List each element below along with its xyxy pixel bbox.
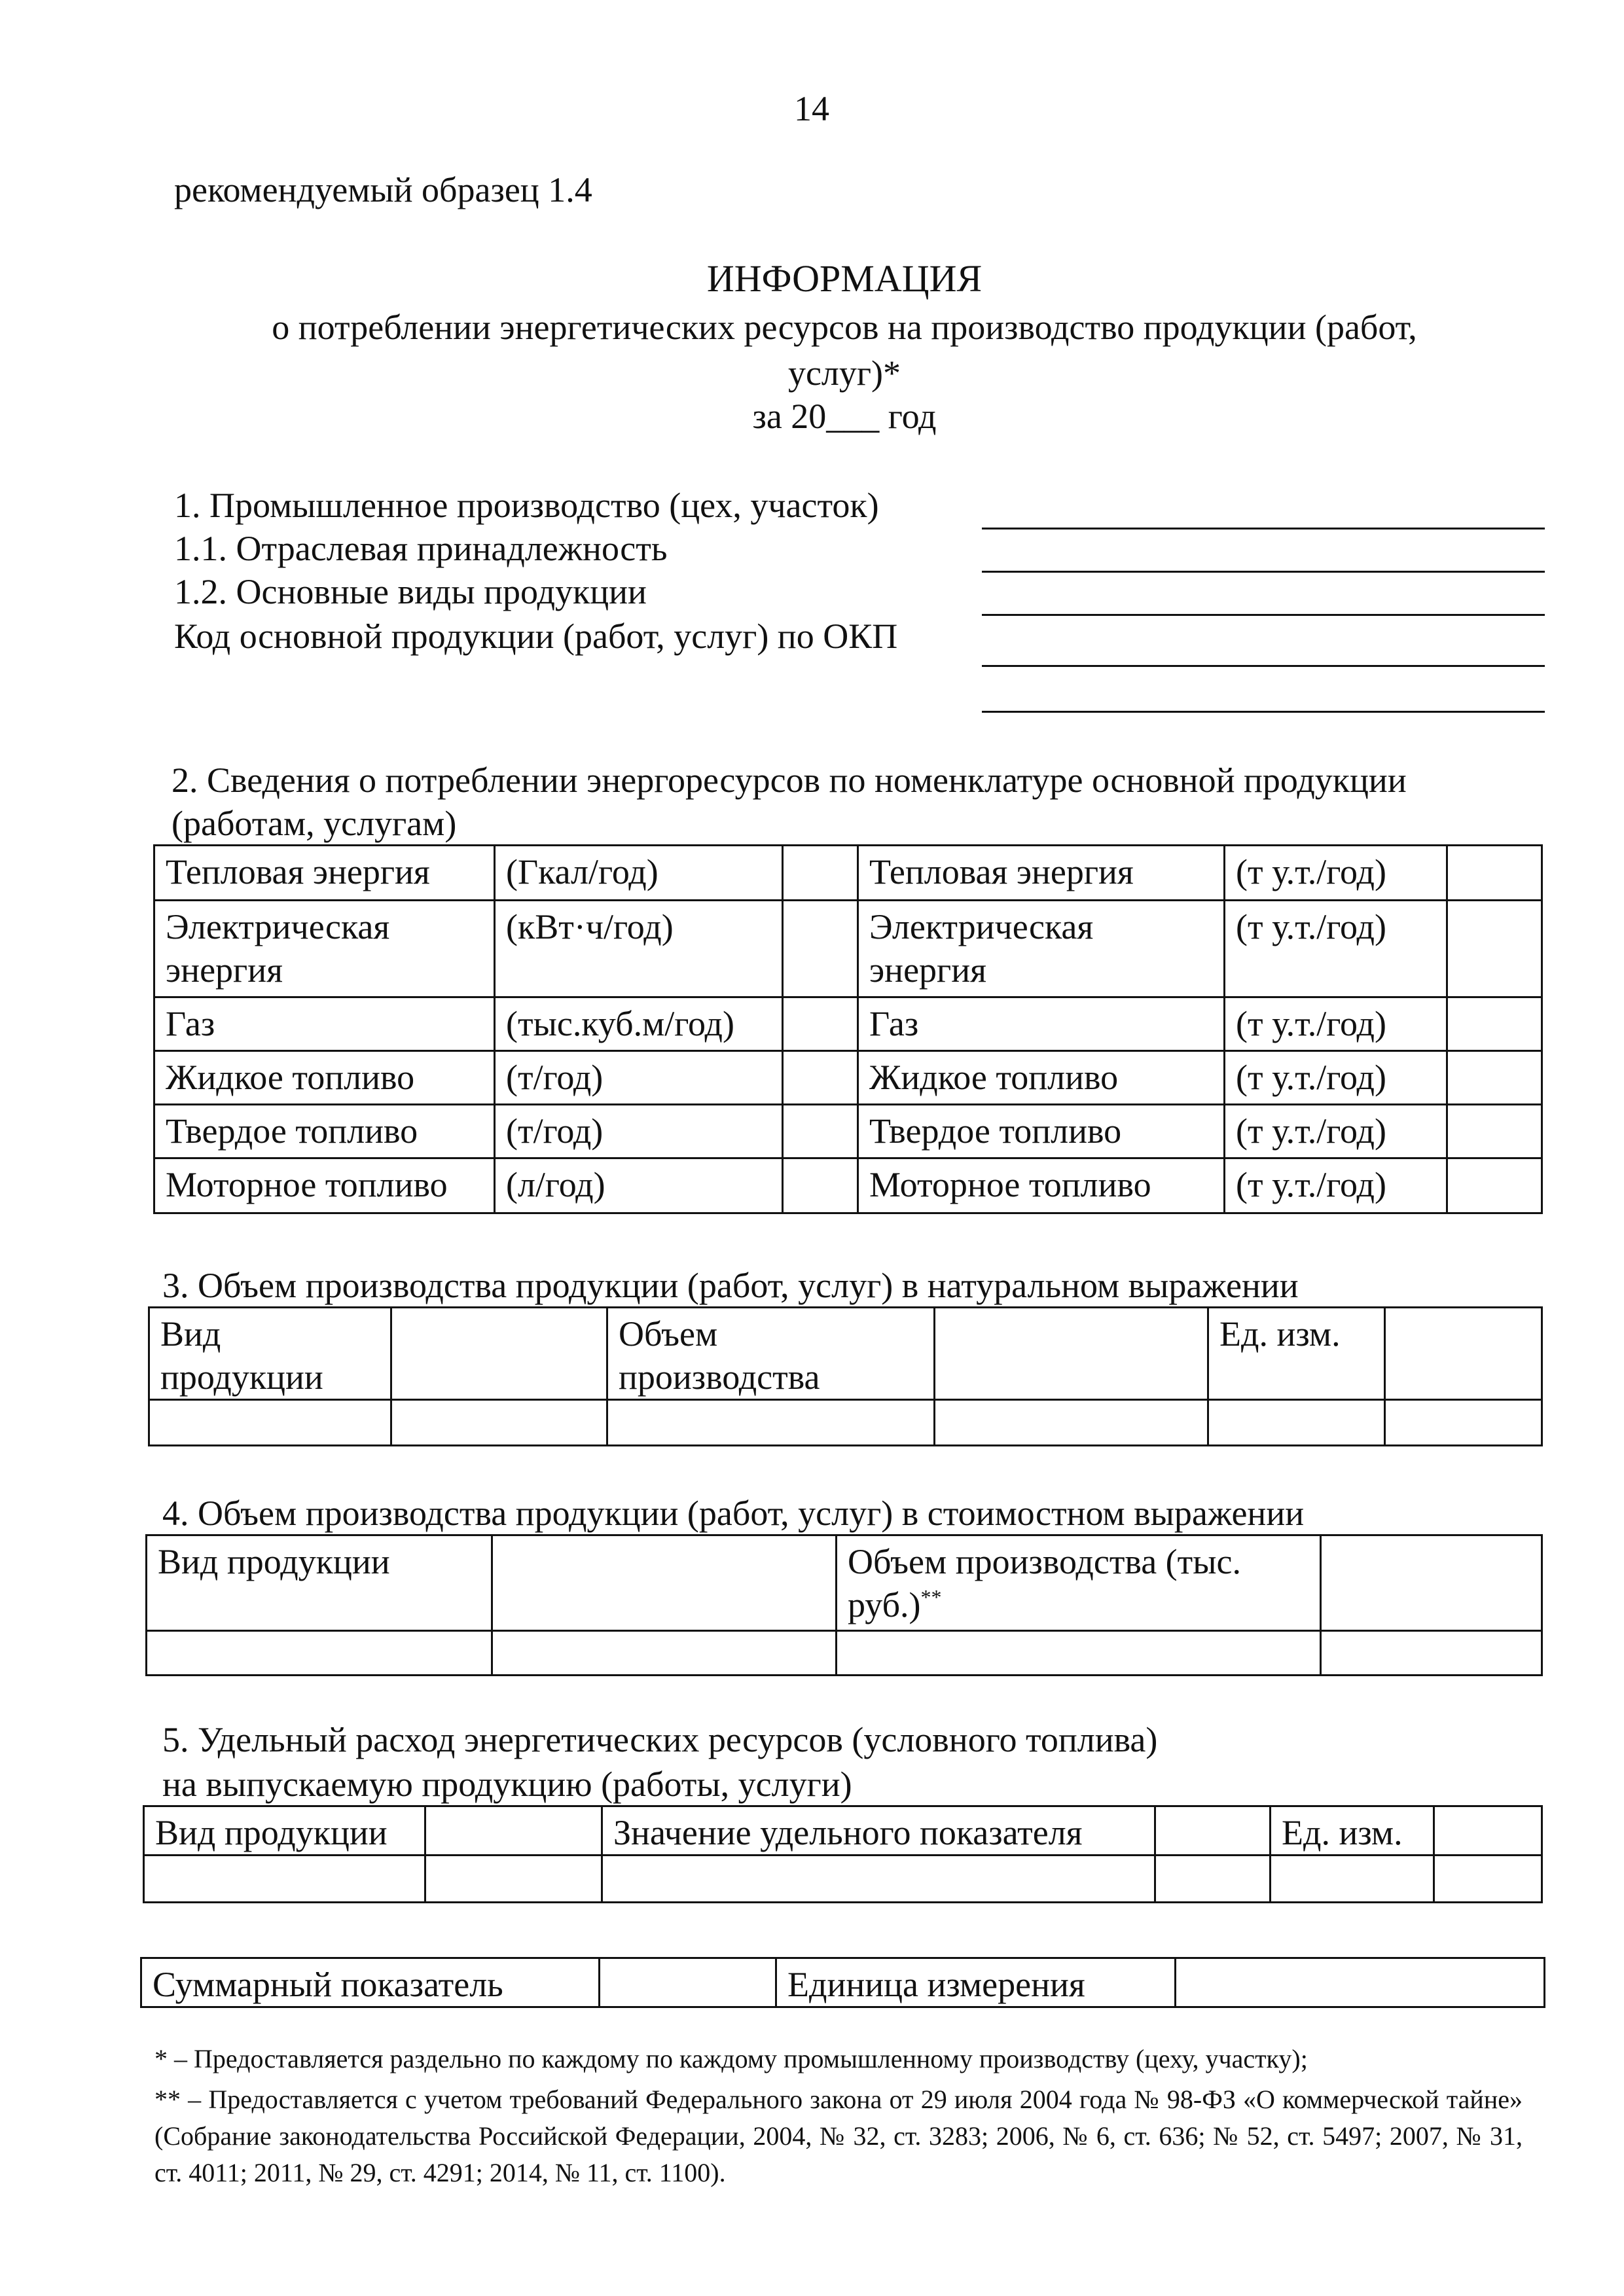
col-header-volume: Объем производства <box>607 1308 935 1400</box>
resource-unit: (л/год) <box>495 1158 783 1213</box>
table-row <box>154 1105 1542 1158</box>
value-cell[interactable] <box>1447 846 1542 901</box>
resource-name: Тепловая энергия <box>154 846 495 901</box>
fill-line-extra[interactable] <box>982 711 1545 713</box>
resource-name: Моторное топливо <box>154 1158 495 1213</box>
table-row <box>147 1631 1542 1676</box>
title-subline-1: о потреблении энергетических ресурсов на производство продукции (работ, <box>272 308 1417 347</box>
resource-unit: (Гкал/год) <box>495 846 783 901</box>
table-row <box>149 1308 1542 1400</box>
col-header-value: Значение удельного показателя <box>602 1806 1155 1856</box>
value-cell[interactable] <box>425 1806 602 1856</box>
value-volume-table <box>145 1534 1543 1676</box>
value-cell[interactable] <box>1321 1631 1542 1676</box>
value-cell[interactable] <box>783 846 858 901</box>
value-cell[interactable] <box>147 1631 492 1676</box>
sample-label: рекомендуемый образец 1.4 <box>174 170 592 209</box>
value-cell[interactable] <box>1271 1856 1434 1903</box>
fill-line-industry[interactable] <box>982 571 1545 573</box>
fill-line-production[interactable] <box>982 528 1545 529</box>
table-row <box>141 1958 1545 2007</box>
summary-table <box>140 1957 1545 2008</box>
value-cell[interactable] <box>783 1051 858 1105</box>
table-row <box>147 1535 1542 1631</box>
resource-name: Жидкое топливо <box>858 1051 1225 1105</box>
summary-unit-label: Единица измерения <box>776 1958 1176 2007</box>
section-5-heading: 5. Удельный расход энергетических ресурсов (условного топлива) <box>162 1720 1158 1759</box>
field-label-industry: 1.1. Отраслевая принадлежность <box>174 529 668 568</box>
value-cell[interactable] <box>492 1631 837 1676</box>
value-cell[interactable] <box>391 1400 607 1446</box>
col-header-volume <box>837 1535 1321 1631</box>
col-header-unit: Ед. изм. <box>1271 1806 1434 1856</box>
energy-consumption-table <box>153 844 1543 1214</box>
value-cell[interactable] <box>1447 1158 1542 1213</box>
value-cell[interactable] <box>144 1856 425 1903</box>
resource-name: Газ <box>154 997 495 1051</box>
field-label-products: 1.2. Основные виды продукции <box>174 572 647 611</box>
resource-name: Электрическая энергия <box>154 901 495 997</box>
summary-total-label: Суммарный показатель <box>141 1958 600 2007</box>
value-cell[interactable] <box>1447 997 1542 1051</box>
resource-name: Тепловая энергия <box>858 846 1225 901</box>
value-cell[interactable] <box>783 1105 858 1158</box>
page-number: 14 <box>794 89 829 128</box>
resource-unit: (т у.т./год) <box>1225 901 1447 997</box>
value-cell[interactable] <box>1155 1856 1271 1903</box>
resource-unit: (т у.т./год) <box>1225 846 1447 901</box>
resource-name: Твердое топливо <box>154 1105 495 1158</box>
footnote-1: * – Предоставляется раздельно по каждому по каждому промышленному производству (цеху, участку); <box>154 2044 1308 2073</box>
fill-line-products[interactable] <box>982 614 1545 616</box>
field-label-okp-code: Код основной продукции (работ, услуг) по ОКП <box>174 617 898 656</box>
resource-unit: (т у.т./год) <box>1225 997 1447 1051</box>
value-cell[interactable] <box>935 1308 1208 1400</box>
footnote-marker: ** <box>920 1585 942 1609</box>
title-subline-2: услуг)* <box>787 353 901 393</box>
value-cell[interactable] <box>1385 1400 1542 1446</box>
resource-name: Твердое топливо <box>858 1105 1225 1158</box>
value-cell[interactable] <box>1447 901 1542 997</box>
section-4-heading: 4. Объем производства продукции (работ, услуг) в стоимостном выражении <box>162 1494 1305 1533</box>
value-cell[interactable] <box>600 1958 776 2007</box>
resource-unit: (т/год) <box>495 1051 783 1105</box>
footnote-2: ** – Предоставляется с учетом требований Федерального закона от 29 июля 2004 года № 98-ФЗ «О коммерческой тайне» (Собрание законодательства Российской Федерации, 2004, № 32, ст. 3283; 2006, № 6, ст. 636; № 52, ст. 5497; 2007, № 31, ст. 4011; 2011, № 29, ст. 4291; 2014, № 11, ст. 1100). <box>154 2085 1523 2187</box>
value-cell[interactable] <box>1434 1856 1542 1903</box>
table-row <box>154 1158 1542 1213</box>
value-cell[interactable] <box>1155 1806 1271 1856</box>
value-cell[interactable] <box>783 997 858 1051</box>
col-header-product: Вид продукции <box>147 1535 492 1631</box>
value-cell[interactable] <box>425 1856 602 1903</box>
value-cell[interactable] <box>1208 1400 1385 1446</box>
table-row <box>154 846 1542 901</box>
value-cell[interactable] <box>492 1535 837 1631</box>
col-header-product: Вид продукции <box>149 1308 391 1400</box>
table-row <box>154 1051 1542 1105</box>
table-row <box>154 997 1542 1051</box>
value-cell[interactable] <box>935 1400 1208 1446</box>
value-cell[interactable] <box>1434 1806 1542 1856</box>
title-year: за 20___ год <box>752 397 937 436</box>
value-cell[interactable] <box>607 1400 935 1446</box>
resource-unit: (тыс.куб.м/год) <box>495 997 783 1051</box>
resource-name: Газ <box>858 997 1225 1051</box>
value-cell[interactable] <box>1176 1958 1545 2007</box>
value-cell[interactable] <box>1447 1051 1542 1105</box>
table-row <box>144 1856 1542 1903</box>
table-row <box>154 901 1542 997</box>
resource-unit: (кВт·ч/год) <box>495 901 783 997</box>
value-cell[interactable] <box>149 1400 391 1446</box>
resource-unit: (т у.т./год) <box>1225 1105 1447 1158</box>
resource-unit: (т/год) <box>495 1105 783 1158</box>
value-cell[interactable] <box>602 1856 1155 1903</box>
value-cell[interactable] <box>837 1631 1321 1676</box>
document-title: ИНФОРМАЦИЯ <box>706 257 983 300</box>
value-cell[interactable] <box>783 1158 858 1213</box>
section-3-heading: 3. Объем производства продукции (работ, услуг) в натуральном выражении <box>162 1266 1299 1305</box>
col-header-volume-text: Объем производства (тыс. руб.) <box>848 1542 1242 1624</box>
resource-name: Электрическая энергия <box>858 901 1225 997</box>
field-label-production: 1. Промышленное производство (цех, участок) <box>174 486 879 525</box>
resource-unit: (т у.т./год) <box>1225 1051 1447 1105</box>
section-2-heading-cont: (работам, услугам) <box>171 804 457 843</box>
col-header-product: Вид продукции <box>144 1806 425 1856</box>
value-cell[interactable] <box>783 901 858 997</box>
section-2-heading: 2. Сведения о потреблении энергоресурсов по номенклатуре основной продукции <box>171 761 1407 800</box>
section-5-heading-cont: на выпускаемую продукцию (работы, услуги) <box>162 1765 852 1804</box>
natural-volume-table <box>148 1306 1543 1446</box>
value-cell[interactable] <box>391 1308 607 1400</box>
fill-line-okp-code[interactable] <box>982 665 1545 667</box>
value-cell[interactable] <box>1385 1308 1542 1400</box>
value-cell[interactable] <box>1447 1105 1542 1158</box>
specific-consumption-table <box>143 1805 1543 1903</box>
col-header-unit: Ед. изм. <box>1208 1308 1385 1400</box>
table-row <box>149 1400 1542 1446</box>
resource-name: Моторное топливо <box>858 1158 1225 1213</box>
table-row <box>144 1806 1542 1856</box>
value-cell[interactable] <box>1321 1535 1542 1631</box>
resource-unit: (т у.т./год) <box>1225 1158 1447 1213</box>
resource-name: Жидкое топливо <box>154 1051 495 1105</box>
